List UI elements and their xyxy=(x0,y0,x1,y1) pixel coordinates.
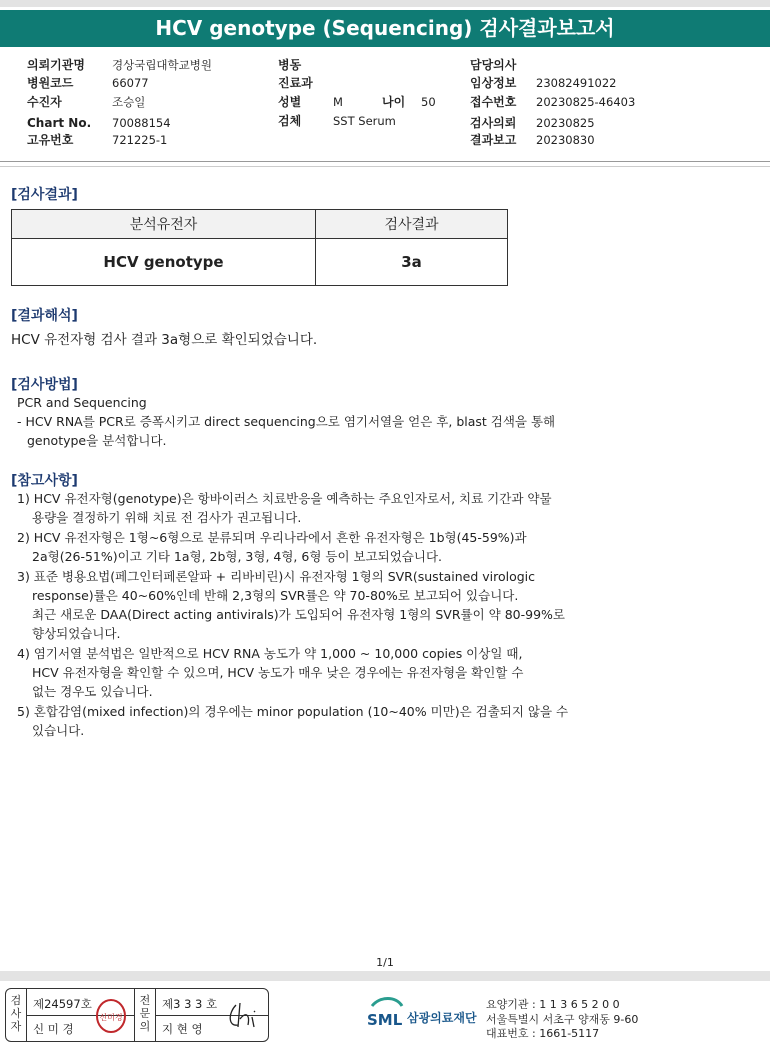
examiner-license: 제24597호 xyxy=(33,997,92,1011)
svg-text:SML: SML xyxy=(367,1011,403,1029)
value-unique-no: 721225-1 xyxy=(112,133,168,147)
notes-heading: [참고사항] xyxy=(11,473,78,489)
sml-logo xyxy=(366,996,406,1036)
label-unique-no: 고유번호 xyxy=(27,133,74,147)
value-clinical-info: 23082491022 xyxy=(536,76,617,90)
label-specimen: 검체 xyxy=(278,114,302,128)
page-number: 1/1 xyxy=(376,956,394,969)
report-title: HCV genotype (Sequencing) 검사결과보고서 xyxy=(0,10,770,47)
cell-result: 3a xyxy=(316,239,508,286)
note-line: HCV 유전자형을 확인할 수 있으며, HCV 농도가 매우 낮은 경우에는 유전자형을 확인할 수 xyxy=(32,665,524,680)
svg-text:신미경: 신미경 xyxy=(99,1013,123,1022)
method-line: genotype을 분석합니다. xyxy=(27,433,167,448)
value-report-date: 20230830 xyxy=(536,133,595,147)
divider xyxy=(0,166,770,167)
examiner-label: 검사자 xyxy=(6,989,27,1041)
note-line: 4) 염기서열 분석법은 일반적으로 HCV RNA 농도가 약 1,000 ~ 10,000 copies 이상일 때, xyxy=(17,646,523,661)
method-heading: [검사방법] xyxy=(11,377,78,393)
label-age: 나이 xyxy=(382,95,406,109)
label-clinical-info: 임상정보 xyxy=(470,76,517,90)
value-patient: 조승일 xyxy=(112,95,146,109)
value-receipt-no: 20230825-46403 xyxy=(536,95,636,109)
note-line: 최근 새로운 DAA(Direct acting antivirals)가 도입되어 유전자형 1형의 SVR률이 약 80-99%로 xyxy=(32,607,565,622)
address: 서울특별시 서초구 양재동 9-60 xyxy=(486,1013,639,1026)
specialist-name: 지 현 영 xyxy=(162,1022,203,1036)
footer-border xyxy=(0,971,770,981)
table-row xyxy=(12,239,508,286)
label-patient: 수진자 xyxy=(27,95,62,109)
value-request-date: 20230825 xyxy=(536,116,595,130)
label-hospital-code: 병원코드 xyxy=(27,76,74,90)
label-ward: 병동 xyxy=(278,58,302,72)
organization-name: 삼광의료재단 xyxy=(407,1011,477,1025)
interpretation-heading: [결과해석] xyxy=(11,308,78,324)
column-header-gene: 분석유전자 xyxy=(12,210,316,239)
cell-gene: HCV genotype xyxy=(12,239,316,286)
examiner-seal xyxy=(94,997,128,1035)
label-sex: 성별 xyxy=(278,95,302,109)
label-doctor: 담당의사 xyxy=(470,58,517,72)
column-header-result: 검사결과 xyxy=(316,210,508,239)
label-receipt-no: 접수번호 xyxy=(470,95,517,109)
note-line: response)률은 40~60%인데 반해 2,3형의 SVR률은 약 70-80%로 보고되어 있습니다. xyxy=(32,588,519,603)
signature-box xyxy=(5,988,269,1042)
note-line: 2a형(26-51%)이고 기타 1a형, 2b형, 3형, 4형, 6형 등이 보고되었습니다. xyxy=(32,549,443,564)
note-line: 3) 표준 병용요법(페그인터페론알파 + 리바비린)시 유전자형 1형의 SVR(sustained virologic xyxy=(17,569,536,584)
note-line: 없는 경우도 있습니다. xyxy=(32,684,153,699)
note-line: 1) HCV 유전자형(genotype)은 항바이러스 치료반응을 예측하는 주요인자로서, 치료 기간과 약물 xyxy=(17,491,552,506)
value-specimen: SST Serum xyxy=(333,114,396,128)
label-report-date: 결과보고 xyxy=(470,133,517,147)
top-border xyxy=(0,0,770,7)
value-hospital-code: 66077 xyxy=(112,76,149,90)
method-line: - HCV RNA를 PCR로 증폭시키고 direct sequencing으로 염기서열을 얻은 후, blast 검색을 통해 xyxy=(17,414,556,429)
specialist-label: 전문의 xyxy=(134,989,156,1041)
interpretation-text: HCV 유전자형 검사 결과 3a형으로 확인되었습니다. xyxy=(11,332,318,348)
label-request-date: 검사의뢰 xyxy=(470,116,517,130)
label-chart-no: Chart No. xyxy=(27,116,92,130)
examiner-name: 신 미 경 xyxy=(33,1022,74,1036)
result-heading: [검사결과] xyxy=(11,187,78,203)
value-requesting-org: 경상국립대학교병원 xyxy=(112,58,212,72)
value-age: 50 xyxy=(421,95,436,109)
signature-scribble xyxy=(224,997,264,1035)
note-line: 향상되었습니다. xyxy=(32,626,121,641)
facility-code: 요양기관 : 1 1 3 6 5 2 0 0 xyxy=(486,998,620,1011)
method-line: PCR and Sequencing xyxy=(17,395,147,410)
note-line: 있습니다. xyxy=(32,723,85,738)
result-table xyxy=(11,209,508,286)
value-chart-no: 70088154 xyxy=(112,116,171,130)
specialist-license: 제3 3 3 호 xyxy=(162,997,218,1011)
label-department: 진료과 xyxy=(278,76,313,90)
label-requesting-org: 의뢰기관명 xyxy=(27,58,85,72)
phone: 대표번호 : 1661-5117 xyxy=(486,1027,600,1040)
note-line: 5) 혼합감염(mixed infection)의 경우에는 minor population (10~40% 미만)은 검출되지 않을 수 xyxy=(17,704,569,719)
note-line: 2) HCV 유전자형은 1형~6형으로 분류되며 우리나라에서 흔한 유전자형은 1b형(45-59%)과 xyxy=(17,530,527,545)
value-sex: M xyxy=(333,95,343,109)
note-line: 용량을 결정하기 위해 치료 전 검사가 권고됩니다. xyxy=(32,510,302,525)
divider xyxy=(0,161,770,162)
